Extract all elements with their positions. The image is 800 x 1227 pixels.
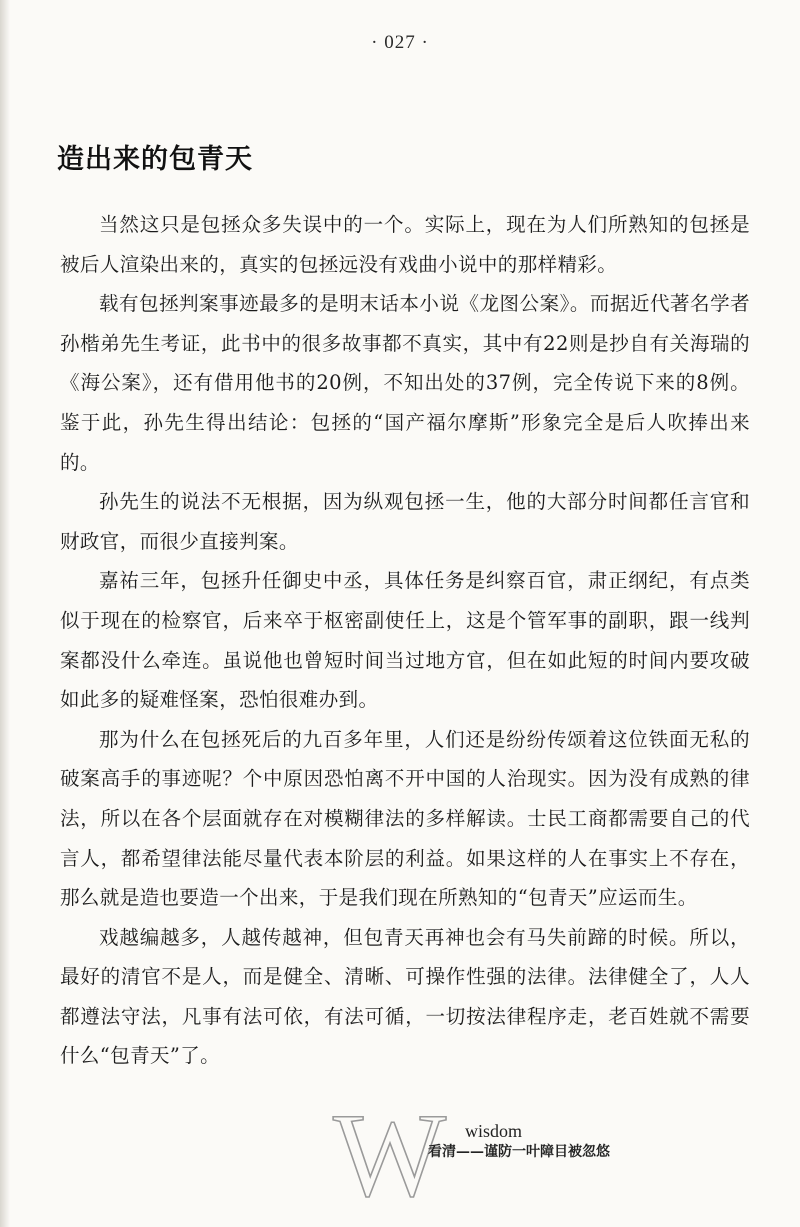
paragraph: 孙先生的说法不无根据，因为纵观包拯一生，他的大部分时间都任言官和财政官，而很少直接判案。 bbox=[60, 490, 750, 553]
page-number: · 027 · bbox=[371, 32, 429, 53]
logo-letter: W bbox=[333, 1095, 447, 1210]
logo-tagline: 看清——谨防一叶障目被忽悠 bbox=[428, 1144, 610, 1160]
paragraph: 那为什么在包拯死后的九百多年里，人们还是纷纷传颂着这位铁面无私的破案高手的事迹呢？个中原因恐怕离不开中国的人治现实。因为没有成熟的律法，所以在各个层面就存在对模糊律法的多样解读。士民工商都需要自己的代言人，都希望律法能尽量代表本阶层的利益。如果这样的人在事实上不存在，那么就是造也要造一个出来，于是我们现在所熟知的“包青天”应运而生。 bbox=[60, 727, 750, 910]
body-text bbox=[60, 205, 750, 1076]
page-edge-shadow bbox=[0, 0, 10, 1227]
wisdom-logo bbox=[325, 1095, 645, 1210]
paragraph: 当然这只是包拯众多失误中的一个。实际上，现在为人们所熟知的包拯是被后人渲染出来的，真实的包拯远没有戏曲小说中的那样精彩。 bbox=[60, 213, 750, 276]
chapter-title: 造出来的包青天 bbox=[57, 144, 253, 175]
logo-word: wisdom bbox=[465, 1121, 523, 1141]
paragraph: 戏越编越多，人越传越神，但包青天再神也会有马失前蹄的时候。所以，最好的清官不是人，而是健全、清晰、可操作性强的法律。法律健全了，人人都遵法守法，凡事有法可依，有法可循，一切按法律程序走，老百姓就不需要什么“包青天”了。 bbox=[60, 925, 750, 1068]
paragraph: 嘉祐三年，包拯升任御史中丞，具体任务是纠察百官，肃正纲纪，有点类似于现在的检察官，后来卒于枢密副使任上，这是个管军事的副职，跟一线判案都没什么牵连。虽说他也曾短时间当过地方官，但在如此短的时间内要攻破如此多的疑难怪案，恐怕很难办到。 bbox=[60, 569, 750, 712]
paragraph: 载有包拯判案事迹最多的是明末话本小说《龙图公案》。而据近代著名学者孙楷弟先生考证，此书中的很多故事都不真实，其中有22则是抄自有关海瑞的《海公案》，还有借用他书的20例，不知出处的37例，完全传说下来的8例。鉴于此，孙先生得出结论：包拯的“国产福尔摩斯”形象完全是后人吹捧出来的。 bbox=[60, 292, 750, 474]
